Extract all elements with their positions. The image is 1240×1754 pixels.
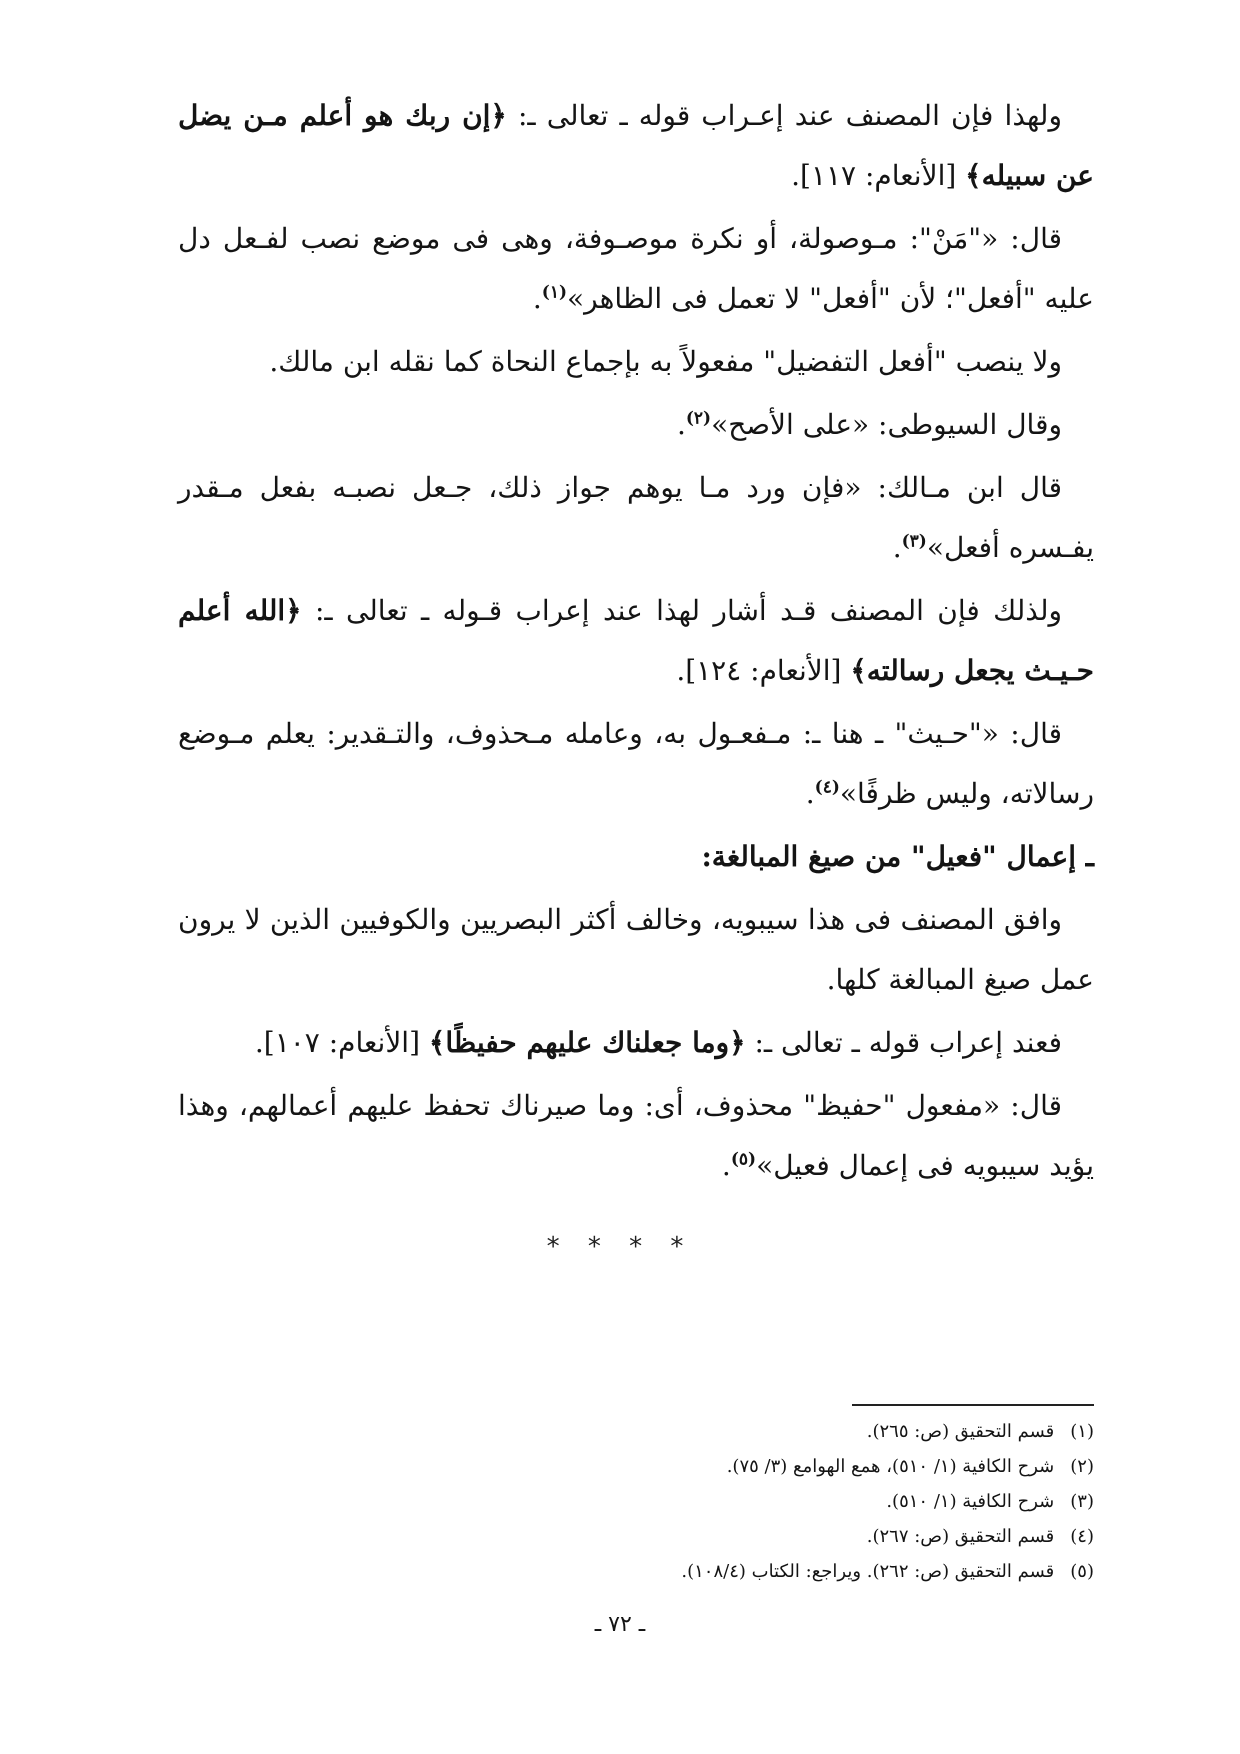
footnote-number: (٥) (1070, 1561, 1094, 1582)
paragraph-3 (178, 332, 1094, 392)
footnote-item (560, 1484, 1094, 1519)
footnote-number: (٣) (1070, 1491, 1094, 1512)
footnote-item (560, 1554, 1094, 1589)
main-text (178, 86, 1094, 1199)
text-run: ولا ينصب "أفعل التفضيل" مفعولاً به بإجماع النحاة كما نقله ابن مالك. (269, 345, 1062, 378)
footnote-number: (١) (1070, 1421, 1094, 1442)
text-run: وافق المصنف فى هذا سيبويه، وخالف أكثر البصريين والكوفيين الذين لا يرون عمل صيغ المبالغة كلها. (178, 903, 1094, 996)
footnote-item (560, 1414, 1094, 1449)
text-run: ولذلك فإن المصنف قـد أشار لهذا عند إعراب قـوله ـ تعالى ـ: (301, 594, 1062, 627)
paragraph-6 (178, 581, 1094, 701)
section-heading: ـ إعمال "فعيل" من صيغ المبالغة: (701, 840, 1094, 873)
paragraph-5 (178, 458, 1094, 578)
paragraph-1 (178, 86, 1094, 206)
footnote-ref[interactable]: (١) (541, 282, 568, 303)
text-run: قال ابن مـالك: «فإن ورد مـا يوهم جواز ذلك، جـعل نصبـه بفعل مـقدر يفـسره أفعل» (178, 471, 1094, 564)
text-run: قال: «مفعول "حفيظ" محذوف، أى: وما صيرناك تحفظ عليهم أعمالهم، وهذا يؤيد سيبويه فى إعمال فعيل» (178, 1089, 1094, 1182)
text-run: قال: «"حـيث" ـ هنا ـ: مـفعـول به، وعامله مـحذوف، والتـقدير: يعلم مـوضع رسالاته، وليس ظرفًا» (178, 717, 1094, 810)
text-run: [الأنعام: ١٠٧]. (254, 1026, 429, 1059)
page-number: ـ ٧٢ ـ (594, 1612, 646, 1637)
footnote-item (560, 1519, 1094, 1554)
paragraph-10 (178, 1076, 1094, 1196)
footnote-text: شرح الكافية (١/ ٥١٠). (886, 1491, 1055, 1512)
paragraph-4 (178, 395, 1094, 455)
footnote-ref[interactable]: (٣) (901, 531, 927, 552)
footnote-text: قسم التحقيق (ص: ٢٦٢). ويراجع: الكتاب (١٠٨/٤). (681, 1561, 1055, 1582)
text-run: . (805, 777, 815, 810)
footnote-text: شرح الكافية (١/ ٥١٠)، همع الهوامع (٣/ ٧٥). (726, 1456, 1055, 1477)
section-separator: * * * * (546, 1232, 694, 1262)
text-run: . (721, 1149, 731, 1182)
quran-quote: ﴿إن ربك هو أعلم مـن يضل عن سبيله﴾ (178, 99, 1094, 192)
text-run: ولهذا فإن المصنف عند إعـراب قوله ـ تعالى ـ: (506, 99, 1062, 132)
quran-quote: ﴿الله أعلم حـيـث يجعل رسالته﴾ (178, 594, 1094, 687)
text-run: فعند إعراب قوله ـ تعالى ـ: (745, 1026, 1062, 1059)
footnote-item (560, 1449, 1094, 1484)
paragraph-9 (178, 1013, 1094, 1073)
footnote-text: قسم التحقيق (ص: ٢٦٥). (866, 1421, 1055, 1442)
text-run: [الأنعام: ١٢٤]. (676, 654, 851, 687)
footnote-ref[interactable]: (٢) (685, 408, 712, 429)
quran-quote: ﴿وما جعلناك عليهم حفيظًا﴾ (428, 1026, 746, 1059)
footnotes (560, 1414, 1094, 1589)
text-run: . (892, 531, 902, 564)
footnote-number: (٢) (1070, 1456, 1094, 1477)
text-run: . (676, 408, 686, 441)
footnote-divider (852, 1404, 1094, 1406)
text-run: وقال السيوطى: «على الأصح» (711, 408, 1062, 441)
footnote-ref[interactable]: (٥) (730, 1149, 757, 1170)
paragraph-8 (178, 890, 1094, 1010)
footnote-ref[interactable]: (٤) (814, 777, 840, 798)
footnote-number: (٤) (1070, 1526, 1094, 1547)
paragraph-7 (178, 704, 1094, 824)
paragraph-2 (178, 209, 1094, 329)
footnote-text: قسم التحقيق (ص: ٢٦٧). (866, 1526, 1055, 1547)
text-run: قال: «"مَنْ": مـوصولة، أو نكرة موصـوفة، وهى فى موضع نصب لفـعل دل عليه "أفعل"؛ لأن "أفعل" لا تعمل فى الظاهر» (178, 222, 1094, 315)
text-run: . (532, 282, 542, 315)
text-run: [الأنعام: ١١٧]. (791, 159, 966, 192)
